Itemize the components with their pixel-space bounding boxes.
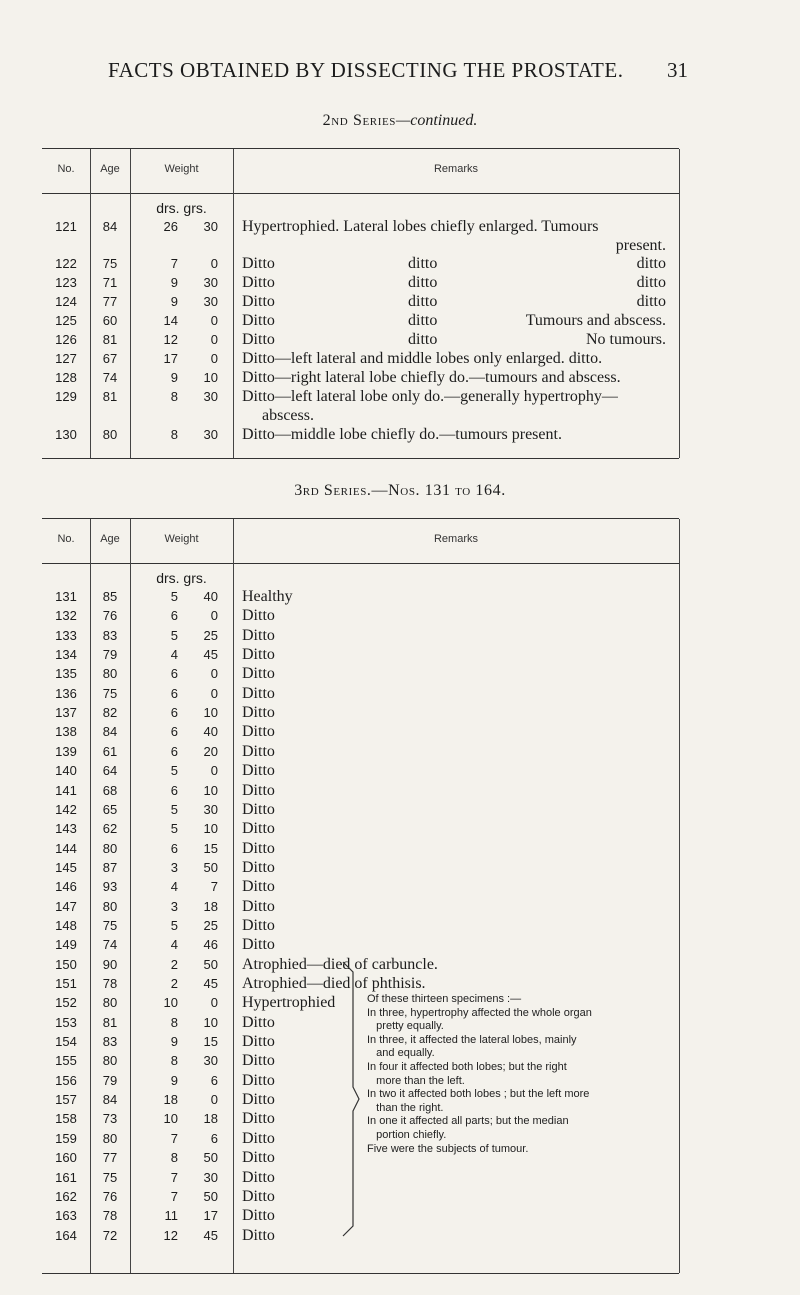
row-weight-drs: 6 (170, 705, 178, 721)
series3-header-row (42, 519, 679, 564)
row-age: 78 (102, 1208, 118, 1224)
row-age: 77 (102, 1150, 118, 1166)
row-weight-drs: 6 (170, 782, 178, 798)
row-age: 80 (102, 1130, 118, 1146)
row-age: 87 (102, 859, 118, 875)
row-weight-drs: 8 (170, 1053, 178, 1069)
row-remark: Ditto (242, 1013, 275, 1031)
row-number: 156 (55, 1072, 77, 1088)
row-number: 150 (55, 956, 77, 972)
row-remark: No tumours. (586, 331, 666, 348)
row-age: 84 (102, 724, 118, 740)
row-number: 124 (55, 294, 77, 309)
row-age: 83 (102, 627, 118, 643)
row-age: 90 (102, 956, 118, 972)
row-remark-continued: present. (615, 237, 666, 254)
row-remark: ditto (408, 293, 438, 310)
row-age: 72 (102, 1227, 118, 1243)
row-age: 79 (102, 1072, 118, 1088)
row-weight-drs: 12 (163, 1227, 178, 1243)
row-remark: ditto (636, 255, 666, 272)
note-line: and equally. (367, 1047, 435, 1060)
row-weight-grs: 0 (210, 608, 218, 624)
row-remark: ditto (408, 255, 438, 272)
row-remark: Ditto—right lateral lobe chiefly do.—tumours and abscess. (242, 369, 621, 386)
note-line: than the right. (367, 1101, 444, 1114)
row-remark: Ditto (242, 1091, 275, 1109)
row-number: 162 (55, 1188, 77, 1204)
row-weight-grs: 17 (203, 1208, 218, 1224)
row-age: 74 (102, 937, 118, 953)
row-weight-drs: 7 (170, 1130, 178, 1146)
note-line: In two it affected both lobes ; but the left more (367, 1088, 590, 1101)
row-weight-grs: 0 (210, 313, 218, 328)
row-remark: Atrophied—died of carbuncle. (242, 955, 438, 973)
row-weight-grs: 46 (203, 937, 218, 953)
row-weight-drs: 18 (163, 1092, 178, 1108)
page-number: 31 (667, 58, 688, 82)
row-number: 135 (55, 666, 77, 682)
col-header-remarks: Remarks (433, 163, 478, 175)
row-weight-drs: 6 (170, 724, 178, 740)
row-weight-grs: 45 (203, 1227, 218, 1243)
row-number: 163 (55, 1208, 77, 1224)
row-number: 153 (55, 1014, 77, 1030)
note-line: more than the left. (367, 1074, 465, 1087)
row-weight-grs: 45 (203, 976, 218, 991)
row-remark: Ditto (242, 293, 275, 310)
row-weight-drs: 5 (170, 589, 178, 604)
row-remark: ditto (636, 274, 666, 291)
row-weight-grs: 0 (210, 995, 218, 1011)
row-age: 64 (102, 763, 118, 779)
row-weight-drs: 9 (170, 1034, 178, 1050)
row-remark: Ditto (242, 646, 275, 664)
row-remark: Ditto (242, 839, 275, 857)
row-age: 78 (102, 976, 118, 991)
row-remark: Ditto—left lateral lobe only do.—generally hypertrophy— (242, 388, 618, 405)
row-age: 71 (102, 275, 118, 290)
row-weight-grs: 0 (210, 332, 218, 347)
row-number: 148 (55, 917, 77, 933)
series3-table (42, 518, 679, 1274)
row-number: 127 (55, 351, 77, 366)
row-weight-drs: 8 (170, 427, 178, 442)
row-number: 126 (55, 332, 77, 347)
row-remark: Ditto (242, 878, 275, 896)
row-weight-grs: 10 (203, 821, 218, 837)
note-line: In three, it affected the lateral lobes, mainly (367, 1033, 577, 1046)
row-weight-grs: 40 (203, 724, 218, 740)
row-remark: ditto (408, 312, 438, 329)
row-remark: ditto (408, 274, 438, 291)
row-age: 73 (102, 1111, 118, 1127)
row-weight-grs: 7 (210, 879, 218, 895)
row-remark: Ditto (242, 331, 275, 348)
row-remark: Hypertrophied. Lateral lobes chiefly enlarged. Tumours (242, 218, 599, 235)
row-weight-drs: 3 (170, 859, 178, 875)
row-weight-drs: 4 (170, 879, 178, 895)
col-header-no: No. (57, 533, 75, 545)
row-weight-grs: 30 (203, 801, 218, 817)
row-age: 80 (102, 840, 118, 856)
row-number: 140 (55, 763, 77, 779)
note-line: Five were the subjects of tumour. (367, 1142, 529, 1155)
col-header-age: Age (100, 533, 120, 545)
row-weight-drs: 2 (170, 976, 178, 991)
row-number: 131 (55, 589, 77, 604)
row-weight-drs: 6 (170, 666, 178, 682)
row-number: 154 (55, 1034, 77, 1050)
row-age: 81 (102, 389, 118, 404)
row-remark: Ditto (242, 800, 275, 818)
col-header-weight: Weight (164, 163, 199, 175)
column-divider (679, 149, 680, 458)
row-number: 158 (55, 1111, 77, 1127)
series3-weight-units: drs. grs. (156, 570, 207, 586)
row-weight-drs: 4 (170, 647, 178, 663)
row-weight-grs: 30 (203, 389, 218, 404)
row-remark: Ditto (242, 665, 275, 683)
running-title: FACTS OBTAINED BY DISSECTING THE PROSTATE. (108, 58, 624, 82)
row-weight-drs: 8 (170, 1014, 178, 1030)
row-age: 62 (102, 821, 118, 837)
row-number: 128 (55, 370, 77, 385)
series2-caption-continued: —continued. (396, 112, 478, 129)
row-remark: Ditto (242, 916, 275, 934)
row-age: 68 (102, 782, 118, 798)
row-remark: Ditto (242, 897, 275, 915)
row-age: 85 (102, 589, 118, 604)
row-weight-grs: 20 (203, 743, 218, 759)
col-header-age: Age (100, 163, 120, 175)
row-remark: Atrophied—died of phthisis. (242, 975, 426, 992)
brace-icon (339, 960, 363, 1238)
row-weight-grs: 18 (203, 1111, 218, 1127)
series2-caption (0, 112, 800, 130)
row-weight-drs: 6 (170, 840, 178, 856)
row-weight-grs: 0 (210, 351, 218, 366)
row-number: 132 (55, 608, 77, 624)
row-weight-grs: 0 (210, 256, 218, 271)
row-remark: Ditto (242, 1207, 275, 1225)
column-divider (233, 149, 234, 458)
row-number: 157 (55, 1092, 77, 1108)
row-weight-drs: 11 (164, 1208, 178, 1224)
note-line: In four it affected both lobes; but the right (367, 1060, 567, 1073)
row-remark: Ditto (242, 762, 275, 780)
row-weight-drs: 5 (170, 917, 178, 933)
row-number: 133 (55, 627, 77, 643)
row-weight-grs: 10 (203, 1014, 218, 1030)
row-number: 160 (55, 1150, 77, 1166)
row-number: 147 (55, 898, 77, 914)
row-number: 151 (55, 976, 77, 991)
column-divider (130, 149, 131, 458)
row-weight-drs: 5 (170, 821, 178, 837)
row-weight-drs: 3 (170, 898, 178, 914)
row-number: 129 (55, 389, 77, 404)
row-remark: Ditto (242, 312, 275, 329)
row-weight-drs: 5 (170, 627, 178, 643)
row-remark: Ditto (242, 626, 275, 644)
row-weight-grs: 10 (203, 705, 218, 721)
row-number: 152 (55, 995, 77, 1011)
row-remark: Ditto (242, 1071, 275, 1089)
row-weight-grs: 0 (210, 1092, 218, 1108)
row-remark: Hypertrophied (242, 994, 336, 1012)
row-number: 145 (55, 859, 77, 875)
row-remark: Ditto (242, 858, 275, 876)
row-age: 80 (102, 898, 118, 914)
row-age: 80 (102, 995, 118, 1011)
note-line: Of these thirteen specimens :— (367, 993, 522, 1005)
row-weight-grs: 50 (203, 1150, 218, 1166)
running-header (108, 58, 688, 82)
row-remark: Ditto—middle lobe chiefly do.—tumours present. (242, 426, 562, 443)
series3-caption: 3rd Series.—Nos. 131 to 164. (294, 482, 506, 499)
series2-header-row (42, 149, 679, 194)
col-header-remarks: Remarks (433, 533, 478, 545)
col-header-weight: Weight (164, 533, 199, 545)
row-age: 76 (102, 608, 118, 624)
row-weight-drs: 9 (170, 370, 178, 385)
series3-summary-note (367, 993, 679, 1156)
row-number: 138 (55, 724, 77, 740)
row-age: 75 (102, 917, 118, 933)
row-weight-drs: 5 (170, 801, 178, 817)
row-number: 143 (55, 821, 77, 837)
row-remark: Ditto (242, 742, 275, 760)
row-weight-drs: 8 (170, 389, 178, 404)
row-number: 146 (55, 879, 77, 895)
row-age: 79 (102, 647, 118, 663)
row-age: 77 (102, 294, 118, 309)
row-age: 74 (102, 370, 118, 385)
row-number: 136 (55, 685, 77, 701)
row-age: 84 (102, 1092, 118, 1108)
row-age: 82 (102, 705, 118, 721)
row-age: 81 (102, 332, 118, 347)
row-number: 164 (55, 1227, 77, 1243)
row-weight-grs: 6 (210, 1130, 218, 1146)
row-weight-grs: 45 (203, 647, 218, 663)
row-weight-grs: 6 (210, 1072, 218, 1088)
row-remark: Ditto (242, 255, 275, 272)
row-age: 93 (102, 879, 118, 895)
row-remark: Tumours and abscess. (525, 312, 666, 329)
row-remark: Ditto (242, 1110, 275, 1128)
row-remark: Healthy (242, 588, 293, 605)
row-remark: Ditto—left lateral and middle lobes only enlarged. ditto. (242, 350, 603, 367)
note-line: pretty equally. (367, 1020, 444, 1033)
row-remark: Ditto (242, 1226, 275, 1244)
note-line: portion chiefly. (367, 1128, 447, 1141)
row-age: 61 (102, 743, 118, 759)
row-weight-grs: 30 (203, 427, 218, 442)
row-number: 155 (55, 1053, 77, 1069)
row-number: 141 (55, 782, 77, 798)
row-weight-drs: 7 (170, 1169, 178, 1185)
row-age: 80 (102, 427, 118, 442)
row-weight-drs: 8 (170, 1150, 178, 1166)
row-number: 139 (55, 743, 77, 759)
row-number: 142 (55, 801, 77, 817)
row-remark: Ditto (242, 607, 275, 625)
row-weight-drs: 12 (163, 332, 178, 347)
row-weight-drs: 6 (170, 743, 178, 759)
row-remark: Ditto (242, 781, 275, 799)
row-weight-grs: 30 (203, 275, 218, 290)
row-weight-drs: 6 (170, 608, 178, 624)
col-header-no: No. (57, 163, 75, 175)
row-weight-grs: 15 (203, 1034, 218, 1050)
row-weight-grs: 0 (210, 763, 218, 779)
row-number: 122 (55, 256, 77, 271)
row-age: 80 (102, 1053, 118, 1069)
row-weight-drs: 7 (170, 1188, 178, 1204)
row-remark: Ditto (242, 1129, 275, 1147)
row-age: 80 (102, 666, 118, 682)
row-weight-grs: 30 (203, 1053, 218, 1069)
row-number: 134 (55, 647, 77, 663)
row-weight-grs: 15 (203, 840, 218, 856)
row-number: 125 (55, 313, 77, 328)
row-weight-grs: 50 (203, 956, 218, 972)
row-weight-grs: 18 (203, 898, 218, 914)
row-remark: ditto (636, 293, 666, 310)
row-age: 84 (102, 219, 118, 234)
row-weight-drs: 26 (163, 219, 178, 234)
row-weight-grs: 50 (203, 859, 218, 875)
row-age: 76 (102, 1188, 118, 1204)
column-divider (130, 519, 131, 1273)
row-weight-drs: 5 (170, 763, 178, 779)
row-weight-drs: 4 (170, 937, 178, 953)
row-remark: Ditto (242, 723, 275, 741)
row-weight-grs: 10 (203, 370, 218, 385)
row-weight-drs: 2 (170, 956, 178, 972)
row-remark: Ditto (242, 274, 275, 291)
row-remark: ditto (408, 331, 438, 348)
row-weight-grs: 25 (203, 627, 218, 643)
row-age: 75 (102, 256, 118, 271)
row-remark: Ditto (242, 1187, 275, 1205)
row-number: 130 (55, 427, 77, 442)
row-remark: Ditto (242, 1033, 275, 1051)
row-weight-grs: 25 (203, 917, 218, 933)
row-age: 65 (102, 801, 118, 817)
row-weight-drs: 9 (170, 294, 178, 309)
row-weight-drs: 14 (163, 313, 178, 328)
row-number: 144 (55, 840, 77, 856)
row-number: 121 (55, 219, 77, 234)
row-weight-grs: 50 (203, 1188, 218, 1204)
row-remark: Ditto (242, 684, 275, 702)
row-weight-drs: 10 (163, 1111, 178, 1127)
series2-caption-series: 2nd Series (322, 112, 396, 129)
row-weight-grs: 0 (210, 685, 218, 701)
row-remark: Ditto (242, 820, 275, 838)
column-divider (679, 519, 680, 1273)
row-number: 123 (55, 275, 77, 290)
row-weight-drs: 10 (163, 995, 178, 1011)
row-remark: Ditto (242, 704, 275, 722)
row-number: 149 (55, 937, 77, 953)
row-number: 137 (55, 705, 77, 721)
row-weight-grs: 0 (210, 666, 218, 682)
series2-weight-units: drs. grs. (156, 200, 207, 216)
row-number: 161 (55, 1169, 77, 1185)
row-weight-grs: 30 (203, 219, 218, 234)
row-weight-grs: 30 (203, 1169, 218, 1185)
row-weight-drs: 9 (170, 1072, 178, 1088)
series2-table (42, 148, 679, 459)
row-age: 60 (102, 313, 118, 328)
row-remark-continued: abscess. (262, 407, 314, 424)
row-remark: Ditto (242, 1168, 275, 1186)
row-weight-drs: 9 (170, 275, 178, 290)
row-age: 81 (102, 1014, 118, 1030)
note-line: In one it affected all parts; but the median (367, 1115, 569, 1128)
row-remark: Ditto (242, 936, 275, 954)
row-weight-drs: 17 (163, 351, 178, 366)
row-age: 75 (102, 685, 118, 701)
row-age: 83 (102, 1034, 118, 1050)
row-weight-grs: 40 (203, 589, 218, 604)
row-remark: Ditto (242, 1052, 275, 1070)
row-weight-drs: 7 (170, 256, 178, 271)
row-age: 67 (102, 351, 118, 366)
row-weight-drs: 6 (170, 685, 178, 701)
row-weight-grs: 10 (203, 782, 218, 798)
row-weight-grs: 30 (203, 294, 218, 309)
column-divider (233, 519, 234, 1273)
note-line: In three, hypertrophy affected the whole organ (367, 1006, 592, 1019)
row-age: 75 (102, 1169, 118, 1185)
row-remark: Ditto (242, 1149, 275, 1167)
row-number: 159 (55, 1130, 77, 1146)
